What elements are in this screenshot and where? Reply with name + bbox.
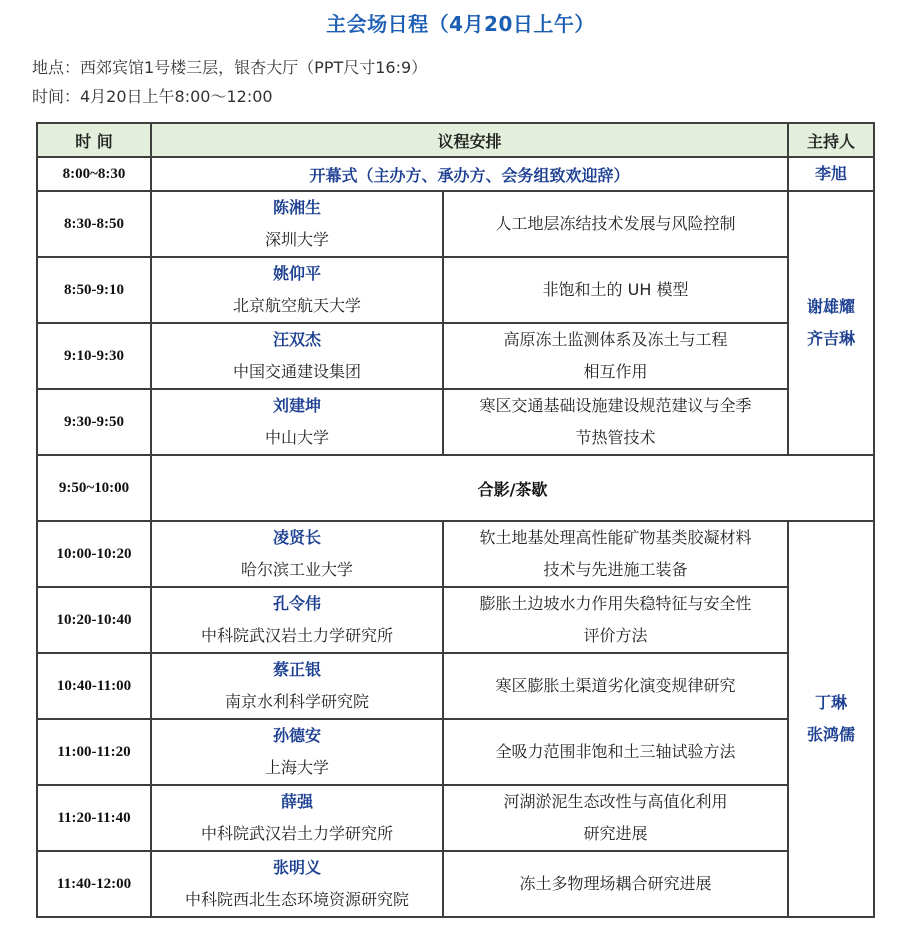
talk-topic-line2: 相互作用 bbox=[583, 362, 648, 381]
header-row bbox=[37, 123, 874, 157]
opening-row bbox=[37, 157, 874, 191]
session-time: 8:30-8:50 bbox=[37, 191, 151, 257]
talk-topic: 膨胀土边坡水力作用失稳特征与安全性 bbox=[479, 594, 752, 613]
talk-topic-line2: 节热管技术 bbox=[575, 428, 656, 447]
speaker-name: 孔令伟 bbox=[272, 594, 321, 613]
session-time: 10:00-10:20 bbox=[37, 521, 151, 587]
table-row bbox=[37, 719, 874, 785]
table-row bbox=[37, 191, 874, 257]
session-time: 8:00~8:30 bbox=[37, 157, 151, 191]
header-time: 时 间 bbox=[37, 123, 151, 157]
chair-name: 张鸿儒 bbox=[807, 725, 856, 744]
session-time: 11:20-11:40 bbox=[37, 785, 151, 851]
header-agenda: 议程安排 bbox=[151, 123, 788, 157]
talk-topic: 全吸力范围非饱和土三轴试验方法 bbox=[495, 742, 736, 761]
chair-name: 丁琳 bbox=[815, 693, 848, 712]
talk-topic: 寒区交通基础设施建设规范建议与全季 bbox=[479, 396, 752, 415]
speaker-name: 张明义 bbox=[272, 858, 321, 877]
break-label: 合影/茶歇 bbox=[151, 455, 874, 521]
speaker-name: 蔡正银 bbox=[272, 660, 321, 679]
speaker-name: 薛强 bbox=[280, 792, 313, 811]
talk-topic-line2: 技术与先进施工装备 bbox=[543, 560, 688, 579]
table-row bbox=[37, 785, 874, 851]
session-time: 11:00-11:20 bbox=[37, 719, 151, 785]
session-time: 9:10-9:30 bbox=[37, 323, 151, 389]
break-row bbox=[37, 455, 874, 521]
session-time: 8:50-9:10 bbox=[37, 257, 151, 323]
page-title: 主会场日程（4月20日上午） bbox=[326, 12, 595, 36]
talk-topic: 冻土多物理场耦合研究进展 bbox=[519, 874, 712, 893]
speaker-affiliation: 中科院武汉岩土力学研究所 bbox=[200, 824, 393, 843]
session-time: 11:40-12:00 bbox=[37, 851, 151, 917]
speaker-name: 刘建坤 bbox=[272, 396, 321, 415]
table-row bbox=[37, 389, 874, 455]
location-info: 地点：西郊宾馆1号楼三层，银杏大厅（PPT尺寸16:9） bbox=[32, 58, 428, 77]
speaker-name: 汪双杰 bbox=[272, 330, 321, 349]
talk-topic: 寒区膨胀土渠道劣化演变规律研究 bbox=[495, 676, 736, 695]
time-info: 时间：4月20日上午8:00～12:00 bbox=[32, 87, 273, 106]
talk-topic: 人工地层冻结技术发展与风险控制 bbox=[495, 214, 736, 233]
session-time: 10:20-10:40 bbox=[37, 587, 151, 653]
talk-topic: 高原冻土监测体系及冻土与工程 bbox=[503, 330, 728, 349]
speaker-affiliation: 南京水利科学研究院 bbox=[224, 692, 369, 711]
session-time: 9:50~10:00 bbox=[37, 455, 151, 521]
speaker-affiliation: 中科院武汉岩土力学研究所 bbox=[200, 626, 393, 645]
talk-topic: 非饱和土的 UH 模型 bbox=[542, 280, 689, 299]
talk-topic: 软土地基处理高性能矿物基类胶凝材料 bbox=[479, 528, 752, 547]
speaker-name: 陈湘生 bbox=[272, 198, 321, 217]
speaker-affiliation: 中科院西北生态环境资源研究院 bbox=[184, 890, 409, 909]
chair-cell bbox=[788, 191, 874, 455]
speaker-affiliation: 深圳大学 bbox=[264, 230, 329, 249]
table-row bbox=[37, 521, 874, 587]
session-time: 9:30-9:50 bbox=[37, 389, 151, 455]
talk-topic: 河湖淤泥生态改性与高值化利用 bbox=[503, 792, 728, 811]
table-row bbox=[37, 851, 874, 917]
speaker-name: 姚仰平 bbox=[272, 264, 321, 283]
talk-topic-line2: 研究进展 bbox=[583, 824, 648, 843]
session-time: 10:40-11:00 bbox=[37, 653, 151, 719]
speaker-affiliation: 中山大学 bbox=[264, 428, 329, 447]
table-row bbox=[37, 257, 874, 323]
table-row bbox=[37, 587, 874, 653]
table-row bbox=[37, 323, 874, 389]
header-chair: 主持人 bbox=[788, 123, 874, 157]
chair-name: 谢雄耀 bbox=[807, 297, 856, 316]
speaker-affiliation: 上海大学 bbox=[264, 758, 329, 777]
table-row bbox=[37, 653, 874, 719]
schedule-table bbox=[36, 122, 875, 918]
chair-name: 李旭 bbox=[788, 157, 874, 191]
chair-name: 齐吉琳 bbox=[807, 329, 856, 348]
speaker-affiliation: 中国交通建设集团 bbox=[232, 362, 361, 381]
speaker-affiliation: 哈尔滨工业大学 bbox=[240, 560, 353, 579]
talk-topic-line2: 评价方法 bbox=[583, 626, 648, 645]
chair-cell bbox=[788, 521, 874, 917]
speaker-affiliation: 北京航空航天大学 bbox=[232, 296, 361, 315]
speaker-name: 凌贤长 bbox=[272, 528, 321, 547]
speaker-name: 孙德安 bbox=[272, 726, 321, 745]
opening-ceremony: 开幕式（主办方、承办方、会务组致欢迎辞） bbox=[151, 157, 788, 191]
